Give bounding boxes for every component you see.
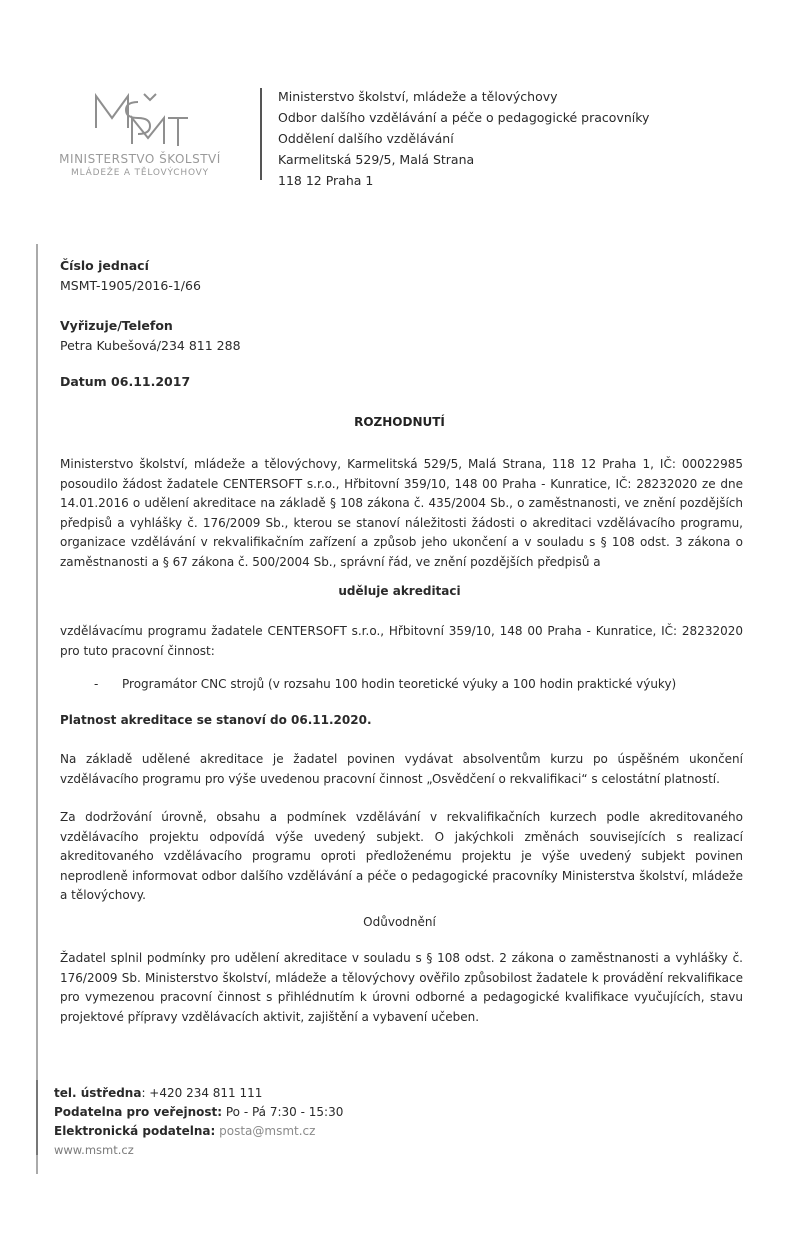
program-paragraph: vzdělávacímu programu žadatele CENTERSOFT s.r.o., Hřbitovní 359/10, 148 00 Praha - Kunratice, IČ: 28232020 pro tuto pracovní činnost: [60,624,743,658]
address-line: Odbor dalšího vzdělávání a péče o pedagogické pracovníky [278,110,650,125]
contact-label: Vyřizuje/Telefon [60,318,173,333]
email-label: Elektronická podatelna: [54,1124,216,1138]
office-label: Podatelna pro veřejnost: [54,1105,223,1119]
footer-margin-line [36,1080,38,1155]
reasoning-heading: Odůvodnění [363,915,436,929]
contact-block [60,316,241,356]
document-date: Datum 06.11.2017 [60,374,191,389]
list-dash: - [94,677,99,691]
certificate-paragraph: Na základě udělené akreditace je žadatel povinen vydávat absolventům kurzu po úspěšném ukončení vzdělávacího programu pro výše uvedenou pracovní činnost „Osvědčení o rekvalifikaci“ s celostátní platností. [60,752,743,786]
email-link[interactable]: posta@msmt.cz [215,1124,316,1138]
contact-value: Petra Kubešová/234 811 288 [60,338,241,353]
reference-number-block [60,256,201,296]
validity-statement: Platnost akreditace se stanoví do 06.11.2020. [60,713,372,727]
document-title: ROZHODNUTÍ [354,415,445,429]
reference-label: Číslo jednací [60,258,149,273]
activity-list-item [94,677,676,691]
footer-email [54,1122,343,1141]
footer-phone [54,1084,343,1103]
ministry-logo [40,88,240,188]
activity-name: Programátor CNC strojů (v rozsahu 100 hodin teoretické výuky a 100 hodin praktické výuky) [122,677,677,691]
footer-contacts [54,1084,343,1160]
reference-value: MSMT-1905/2016-1/66 [60,278,201,293]
address-line: Oddělení dalšího vzdělávání [278,131,454,146]
ministry-address [278,86,649,191]
address-line: 118 12 Praha 1 [278,173,374,188]
header-divider [260,88,262,180]
footer-office-hours [54,1103,343,1122]
address-line: Karmelitská 529/5, Malá Strana [278,152,475,167]
website-link[interactable]: www.msmt.cz [54,1143,134,1157]
address-line: Ministerstvo školství, mládeže a tělovýchovy [278,89,558,104]
office-value: Po - Pá 7:30 - 15:30 [222,1105,344,1119]
intro-paragraph: Ministerstvo školství, mládeže a tělovýchovy, Karmelitská 529/5, Malá Strana, 118 12 Praha 1, IČ: 00022985 posoudilo žádost žadatele CENTERSOFT s.r.o., Hřbitovní 359/10, 148 00 Praha - Kunratice, IČ: 28232020 ze dne 14.01.2016 o udělení akreditace na základě § 108 zákona č. 435/2004 Sb., o zaměstnanosti, ve znění pozdějších předpisů a vyhlášky č. 176/2009 Sb., kterou se stanoví náležitosti žádosti o akreditaci vzdělávacího programu, organizace vzdělávání v rekvalifikačním zařízení a způsob jeho ukončení a v souladu s § 108 odst. 3 zákona o zaměstnanosti a § 67 zákona č. 500/2004 Sb., správní řád, ve znění pozdějších předpisů a [60,457,743,569]
logo-text-line1: MINISTERSTVO ŠKOLSTVÍ [59,152,221,166]
phone-value: : +420 234 811 111 [141,1086,263,1100]
decision-heading: uděluje akreditaci [338,584,461,598]
logo-text-line2: MLÁDEŽE A TĚLOVÝCHOVY [71,168,209,178]
side-margin-line [36,244,38,1174]
reasoning-paragraph: Žadatel splnil podmínky pro udělení akreditace v souladu s § 108 odst. 2 zákona o zaměstnanosti a vyhlášky č. 176/2009 Sb. Ministerstvo školství, mládeže a tělovýchovy ověřilo způsobilost žadatele k provádění rekvalifikace pro vymezenou pracovní činnost s přihlédnutím k úrovni odborné a pedagogické kvalifikace vyučujících, stavu projektové přípravy vzdělávacích aktivit, zajištění a vybavení učeben. [60,951,743,1024]
msmt-logo-mark [92,88,192,148]
phone-label: tel. ústředna [54,1086,142,1100]
compliance-paragraph: Za dodržování úrovně, obsahu a podmínek vzdělávání v rekvalifikačních kurzech podle akreditovaného vzdělávacího projektu odpovídá výše uvedený subjekt. O jakýchkoli změnách souvisejících s realizací akreditovaného vzdělávacího programu oproti předloženému projektu je výše uvedený subjekt povinen neprodleně informovat odbor dalšího vzdělávání a péče o pedagogické pracovníky Ministerstva školství, mládeže a tělovýchovy. [60,810,743,902]
